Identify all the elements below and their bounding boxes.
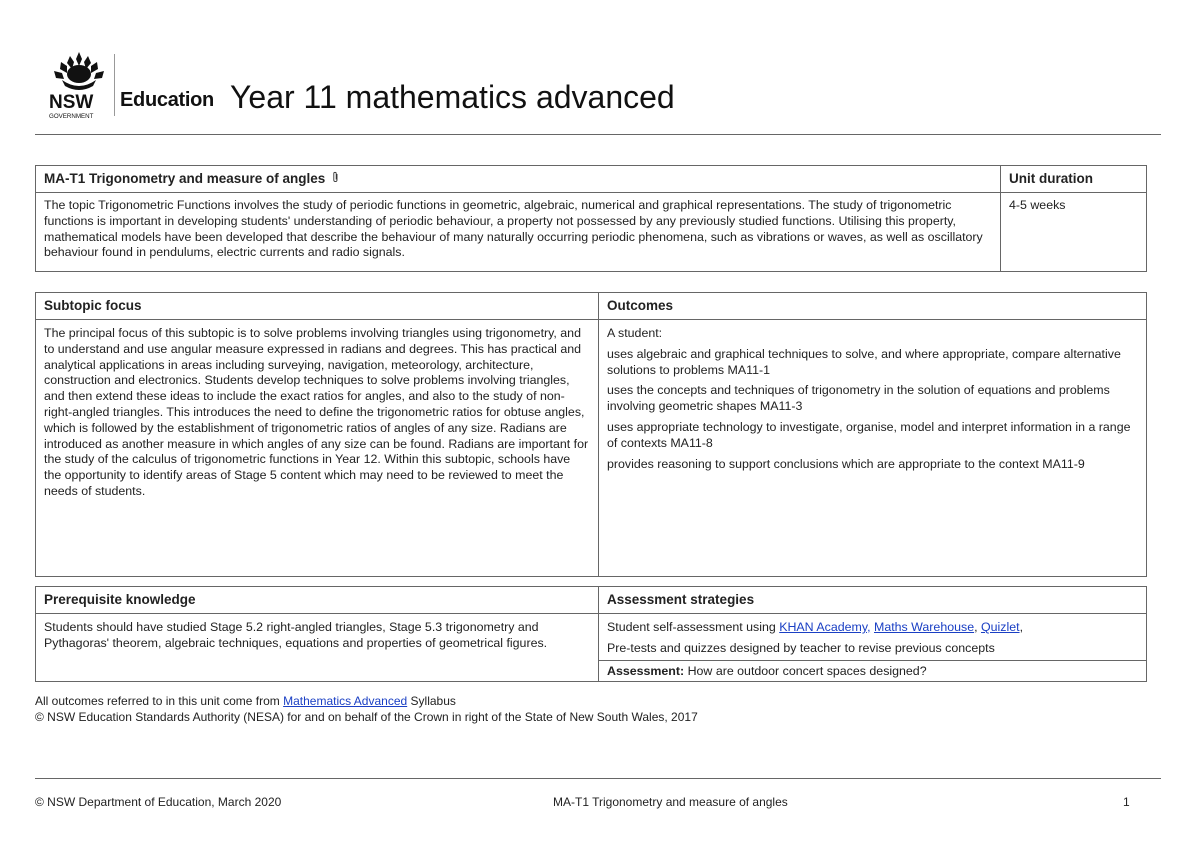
nsw-waratah-logo (48, 50, 110, 120)
prerequisite-header: Prerequisite knowledge (36, 587, 599, 614)
logo-divider (114, 54, 115, 116)
paperclip-icon[interactable] (332, 171, 339, 187)
unit-title: MA-T1 Trigonometry and measure of angles (44, 170, 326, 186)
header-divider (35, 134, 1161, 135)
logo-subtext: GOVERNMENT (49, 113, 94, 120)
quizlet-link[interactable]: Quizlet (980, 620, 1020, 634)
self-assessment-prefix: Student self-assessment using (607, 620, 780, 634)
page-header (48, 48, 1160, 134)
outcomes-cell (599, 320, 1147, 577)
assessment-question: How are outdoor concert spaces designed? (684, 663, 927, 678)
syllabus-prefix: All outcomes referred to in this unit come from (35, 694, 284, 708)
nesa-copyright: © NSW Education Standards Authority (NESA) for and on behalf of the Crown in right of the State of New South Wales, 2017 (35, 710, 698, 724)
page-title: Year 11 mathematics advanced (230, 79, 675, 115)
prerequisite-table (35, 586, 1147, 682)
prerequisite-text: Students should have studied Stage 5.2 right-angled triangles, Stage 5.3 trigonometry and Pythagoras' theorem, algebraic techniques, equations and properties of geometrical figures. (36, 614, 599, 682)
footer-divider (35, 778, 1161, 779)
syllabus-suffix: Syllabus (407, 694, 456, 708)
unit-duration-header: Unit duration (1001, 166, 1147, 193)
outcome-item: uses appropriate technology to investigate, organise, model and interpret information in a range of contexts MA11-8 (607, 419, 1131, 450)
subtopic-text: The principal focus of this subtopic is to solve problems involving triangles using trigonometry, and to understand and use angular measure expressed in radians and degrees. This has practical and analytical applications in areas including surveying, navigation, meteorology, architecture, construction and electronics. Students develop techniques to solve problems involving triangles, and then extend these ideas to include the exact ratios for angles, and also to the study of non-right-angled triangles. This introduces the need to define the trigonometric ratios for obtuse angles, which is followed by the establishment of trigonometric ratios of angles of any size. Radians are introduced as another measure in which angles of any size can be found. Radians are important for the study of the calculus of trigonometric functions in Year 12. Within this subtopic, schools have the opportunity to identify areas of Stage 5 content which may need to be reviewed to meet the needs of students. (36, 320, 599, 577)
footer-unit-title: MA-T1 Trigonometry and measure of angles (553, 795, 788, 809)
syllabus-reference (35, 693, 698, 709)
link-separator: , (974, 620, 981, 634)
outcomes-header: Outcomes (599, 293, 1147, 320)
outcome-item: uses algebraic and graphical techniques to solve, and where appropriate, compare alternative solutions to problems MA11-1 (607, 346, 1121, 377)
footer-copyright: © NSW Department of Education, March 2020 (35, 795, 282, 809)
mathematics-advanced-link[interactable]: Mathematics Advanced (283, 694, 408, 708)
subtopic-header: Subtopic focus (36, 293, 599, 320)
unit-duration: 4-5 weeks (1001, 193, 1147, 272)
unit-overview-table (35, 165, 1147, 272)
unit-description: The topic Trigonometric Functions involves the study of periodic functions in geometric, algebraic, numerical and graphical representations. The study of trigonometric functions is important in developing students' understanding of periodic behaviour, a property not possessed by any previously studied functions. Utilising this property, mathematical models have been developed that describe the behaviour of many naturally occurring periodic phenomena, such as vibrations or waves, as well as oscillatory behaviour found in pendulums, electric currents and radio signals. (36, 193, 1001, 272)
self-assessment-line (599, 614, 1147, 638)
outcome-item: provides reasoning to support conclusions which are appropriate to the context MA11-9 (607, 456, 1085, 471)
department-name: Education (120, 89, 214, 111)
khan-academy-link[interactable]: KHAN Academy, (779, 620, 871, 634)
assessment-question-line (599, 660, 1147, 682)
pretests-line: Pre-tests and quizzes designed by teacher to revise previous concepts (599, 638, 1147, 660)
line-end: , (1019, 620, 1024, 634)
logo-text: NSW (49, 92, 94, 113)
assessment-header: Assessment strategies (599, 587, 1147, 614)
syllabus-notes (35, 693, 698, 725)
page-number: 1 (1123, 795, 1130, 809)
unit-title-cell (36, 166, 1001, 193)
subtopic-table (35, 292, 1147, 577)
outcomes-intro: A student: (607, 326, 663, 340)
maths-warehouse-link[interactable]: Maths Warehouse (874, 620, 975, 634)
assessment-label: Assessment: (607, 663, 685, 678)
outcome-item: uses the concepts and techniques of trigonometry in the solution of equations and problems involving geometric shapes MA11-3 (607, 383, 1110, 414)
